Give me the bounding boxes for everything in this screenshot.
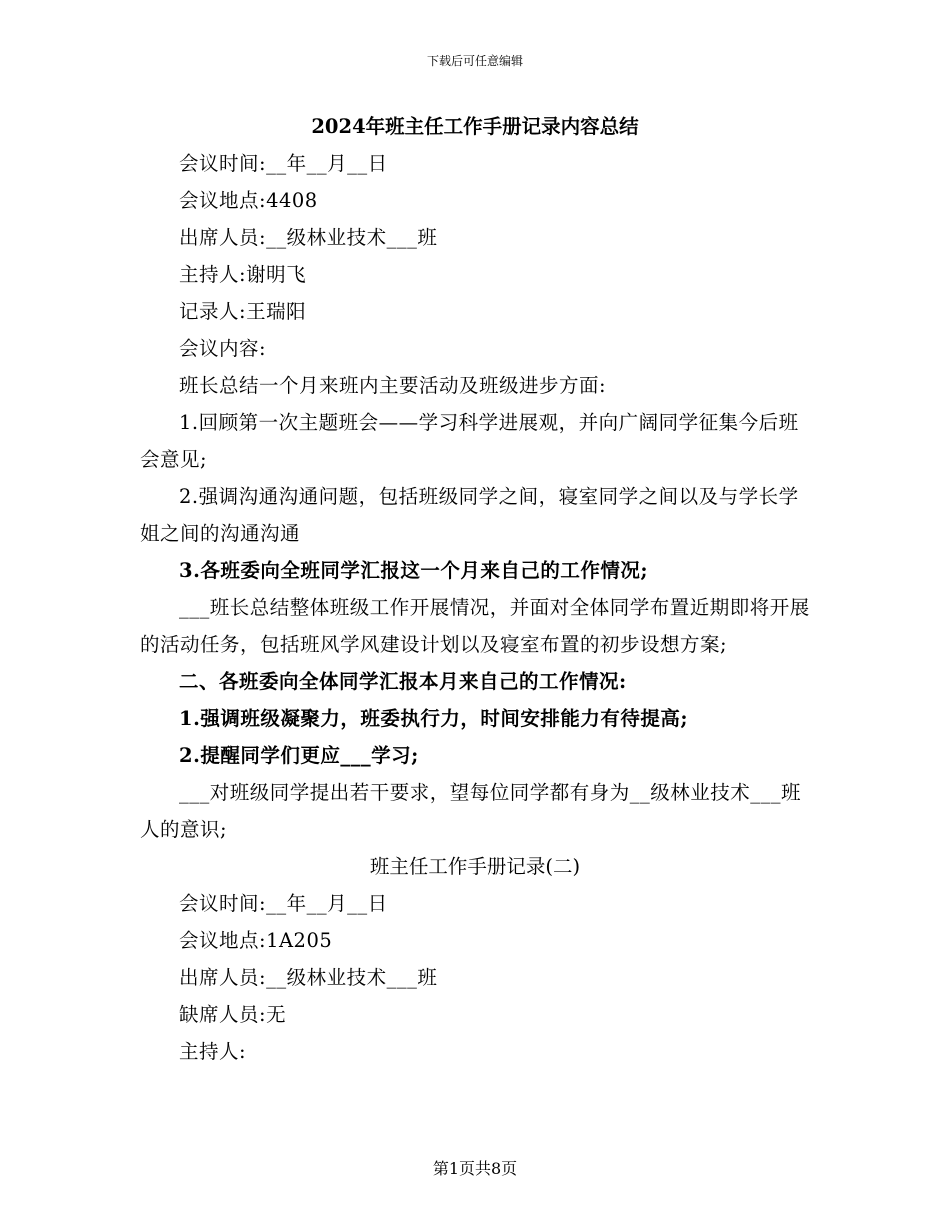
meeting2-absentees: 缺席人员:无 bbox=[179, 1003, 287, 1026]
document-title: 2024年班主任工作手册记录内容总结 bbox=[311, 115, 639, 138]
meeting2-time: 会议时间:__年__月__日 bbox=[179, 892, 388, 915]
document-body bbox=[140, 108, 810, 1070]
meeting-content-label: 会议内容: bbox=[179, 337, 267, 360]
section-two-heading: 二、各班委向全体同学汇报本月来自己的工作情况: bbox=[179, 670, 627, 693]
section-two-title: 班主任工作手册记录(二) bbox=[369, 855, 581, 878]
item-1: 1.回顾第一次主题班会——学习科学进展观，并向广阔同学征集今后班会意见; bbox=[140, 411, 799, 471]
section-two-item-2: 2.提醒同学们更应___学习; bbox=[179, 744, 419, 767]
item-2: 2.强调沟通沟通问题，包括班级同学之间，寝室同学之间以及与学长学姐之间的沟通沟通 bbox=[140, 485, 799, 545]
meeting2-attendees: 出席人员:__级林业技术___班 bbox=[179, 966, 438, 989]
monitor-summary-intro: 班长总结一个月来班内主要活动及班级进步方面: bbox=[179, 374, 607, 397]
meeting2-host: 主持人: bbox=[179, 1040, 247, 1063]
section-two-item-1: 1.强调班级凝聚力，班委执行力，时间安排能力有待提高; bbox=[179, 707, 689, 730]
attendees: 出席人员:__级林业技术___班 bbox=[179, 226, 438, 249]
meeting-location: 会议地点:4408 bbox=[179, 189, 318, 212]
recorder: 记录人:王瑞阳 bbox=[179, 300, 307, 323]
host: 主持人:谢明飞 bbox=[179, 263, 307, 286]
page-header: 下载后可任意编辑 bbox=[426, 54, 523, 68]
item-3: 3.各班委向全班同学汇报这一个月来自己的工作情况; bbox=[179, 559, 649, 582]
meeting2-location: 会议地点:1A205 bbox=[179, 929, 333, 952]
monitor-overall-summary: ___班长总结整体班级工作开展情况，并面对全体同学布置近期即将开展的活动任务，包括班风学风建设计划以及寝室布置的初步设想方案; bbox=[140, 596, 810, 656]
page-footer: 第1页共8页 bbox=[432, 1159, 518, 1178]
meeting-time: 会议时间:__年__月__日 bbox=[179, 152, 388, 175]
class-requirements: ___对班级同学提出若干要求，望每位同学都有身为__级林业技术___班人的意识; bbox=[140, 781, 802, 841]
